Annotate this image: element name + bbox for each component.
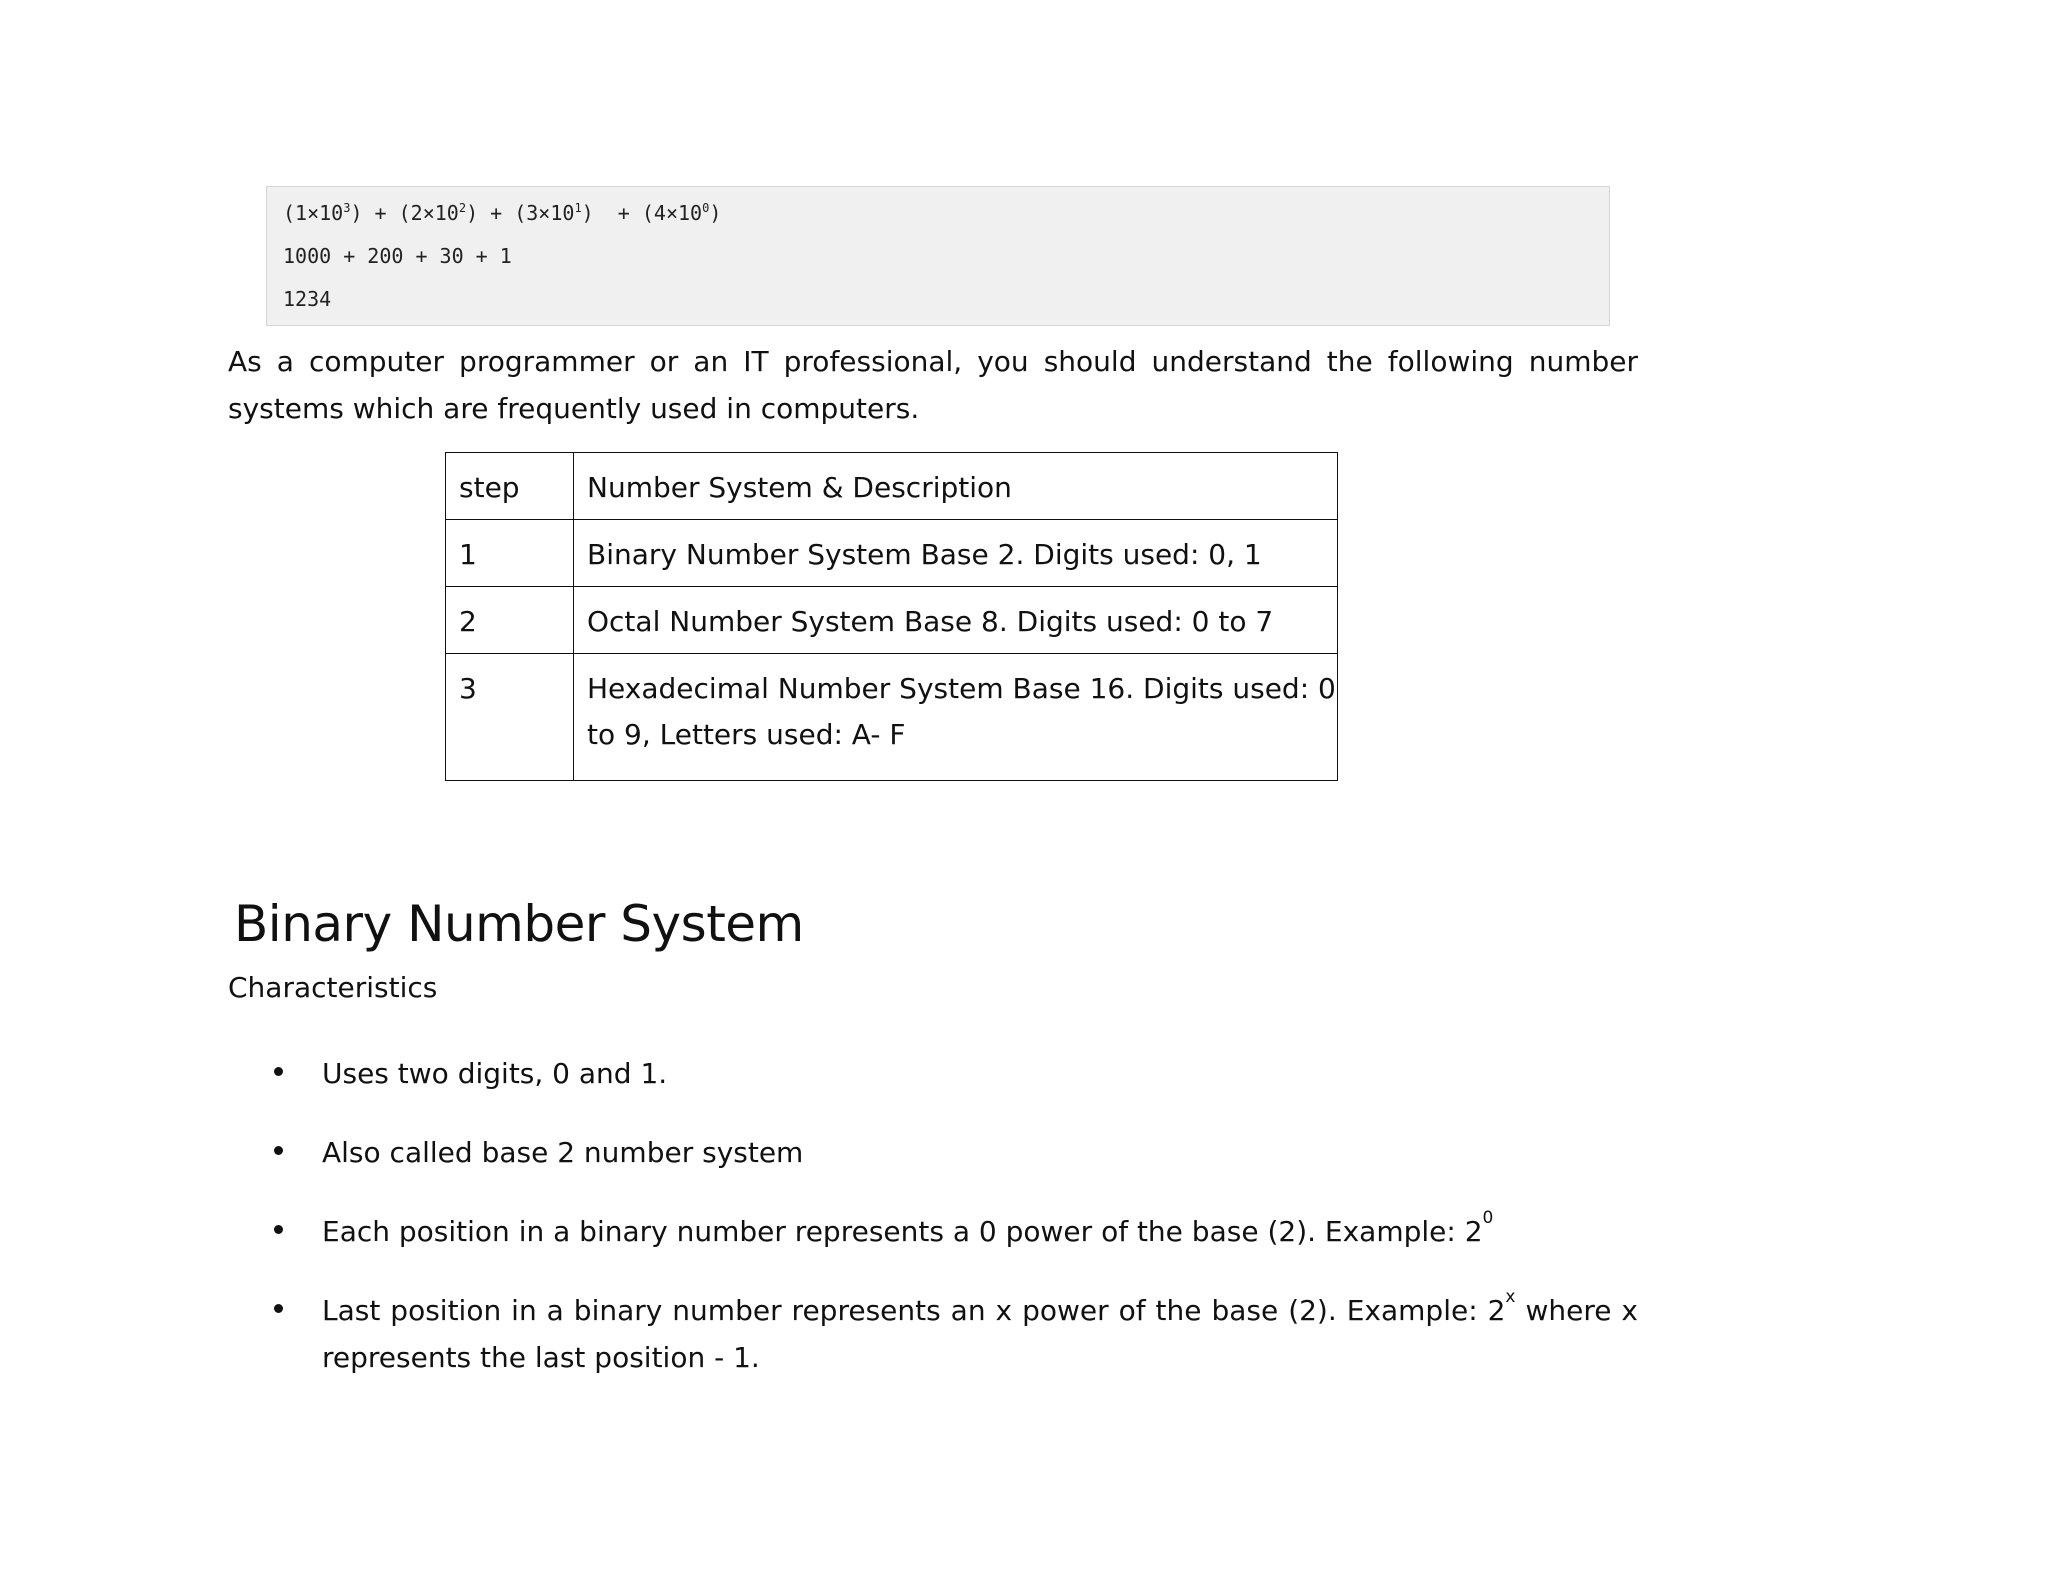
table-row bbox=[446, 654, 1338, 781]
list-item-text: Last position in a binary number represents an x power of the base (2). Example: 2$^x$ where x represents the last position - 1. bbox=[322, 1287, 1638, 1374]
exponent: x bbox=[1505, 1287, 1516, 1307]
number-systems-table bbox=[445, 452, 1338, 781]
bullet-icon bbox=[274, 1304, 283, 1313]
code-line-expansion: $(1\times 10^3) + (2\times 10^2) + (3\times 10^1) + (4\times 10^0)$ bbox=[283, 201, 722, 225]
code-line-result: 1234 bbox=[283, 287, 332, 311]
table-cell-description: Binary Number System Base 2. Digits used: 0, 1 bbox=[574, 520, 1338, 587]
table-cell-description: Octal Number System Base 8. Digits used: 0 to 7 bbox=[574, 587, 1338, 654]
characteristics-subheading: Characteristics bbox=[228, 971, 438, 1004]
table-cell-description bbox=[574, 654, 1338, 781]
list-item-text: Also called base 2 number system bbox=[322, 1136, 804, 1169]
bullet-icon bbox=[274, 1067, 283, 1076]
list-item-text: Uses two digits, 0 and 1. bbox=[322, 1057, 668, 1090]
bullet-icon bbox=[274, 1225, 283, 1234]
code-block bbox=[266, 186, 1610, 326]
section-title: Binary Number System bbox=[234, 895, 804, 953]
table-cell-step: 2 bbox=[446, 587, 574, 654]
table-cell-step: 3 bbox=[446, 654, 574, 781]
table-row bbox=[446, 587, 1338, 654]
table-cell-description-text: Hexadecimal Number System Base 16. Digits used: 0 to 9, Letters used: A- F bbox=[587, 672, 1336, 751]
exponent: 0 bbox=[1482, 1208, 1494, 1228]
list-item-text: Each position in a binary number represents a 0 power of the base (2). Example: $2^0$ bbox=[322, 1208, 1494, 1248]
table-header-row bbox=[446, 453, 1338, 520]
bullet-icon bbox=[274, 1146, 283, 1155]
code-line-sum: 1000 + 200 + 30 + 1 bbox=[283, 244, 512, 268]
intro-paragraph: As a computer programmer or an IT professional, you should understand the following number systems which are frequently used in computers. bbox=[228, 345, 1638, 425]
table-header-description: Number System & Description bbox=[574, 453, 1338, 520]
table-cell-step: 1 bbox=[446, 520, 574, 587]
table-header-step: step bbox=[446, 453, 574, 520]
table-row bbox=[446, 520, 1338, 587]
